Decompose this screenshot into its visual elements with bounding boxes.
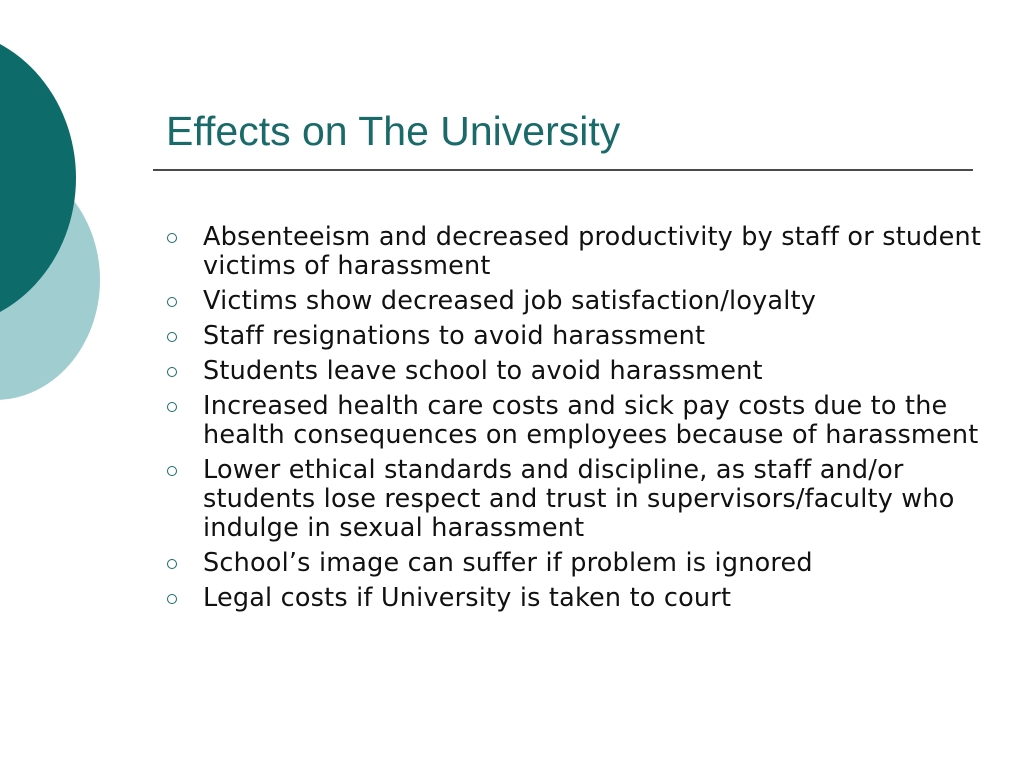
circle-bullet-icon [167,402,177,412]
bullet-item [163,549,983,578]
bullet-item [163,456,983,543]
bullet-item [163,392,983,450]
bullet-item [163,584,983,613]
bullet-item [163,287,983,316]
title-divider [153,169,973,171]
circle-bullet-icon [167,594,177,604]
slide-title: Effects on The University [166,108,621,154]
bullet-item [163,322,983,351]
bullet-text: Victims show decreased job satisfaction/loyalty [203,286,817,316]
bullet-text: Lower ethical standards and discipline, as staff and/or students lose respect and trust in supervisors/faculty who indulge in sexual harassment [203,455,955,543]
circle-bullet-icon [167,297,177,307]
bullet-text: Staff resignations to avoid harassment [203,321,706,351]
bullet-item [163,223,983,281]
circle-bullet-icon [167,233,177,243]
bullet-text: Increased health care costs and sick pay costs due to the health consequences on employees because of harassment [203,391,979,450]
circle-bullet-icon [167,332,177,342]
bullet-list [163,223,983,619]
circle-bullet-icon [167,367,177,377]
circle-bullet-icon [167,559,177,569]
bullet-item [163,357,983,386]
bullet-text: Legal costs if University is taken to court [203,583,732,613]
bullet-text: Students leave school to avoid harassment [203,356,763,386]
circle-bullet-icon [167,466,177,476]
bullet-text: School’s image can suffer if problem is ignored [203,548,813,578]
bullet-text: Absenteeism and decreased productivity by staff or student victims of harassment [203,222,982,281]
